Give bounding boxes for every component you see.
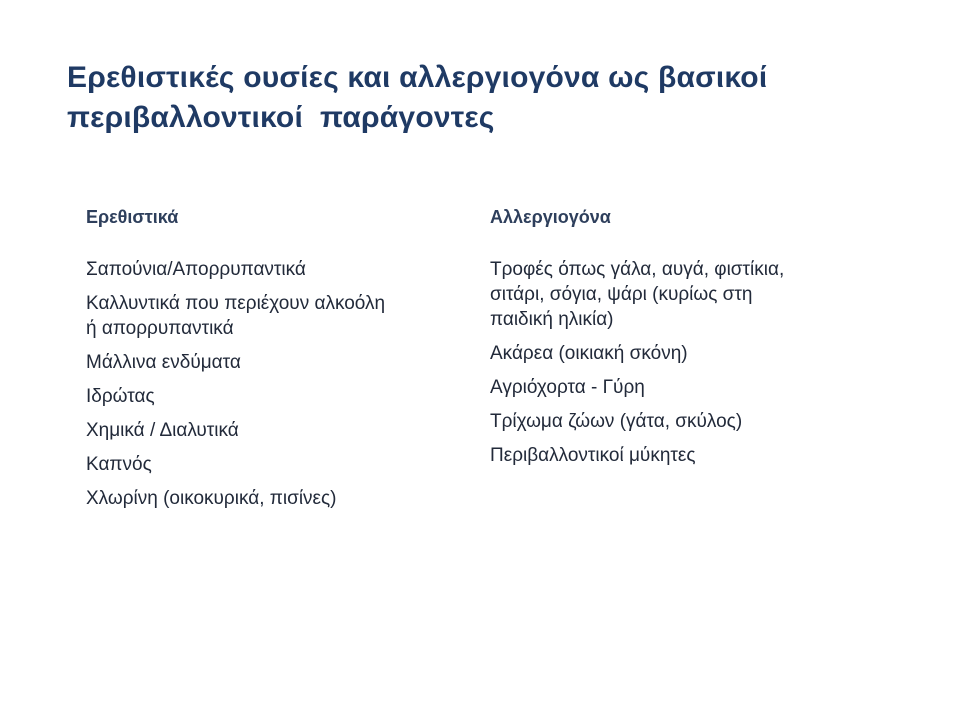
list-item — [86, 350, 476, 375]
list-item — [490, 257, 890, 332]
list-item — [490, 375, 890, 400]
irritants-column — [86, 205, 476, 520]
slide-title — [67, 58, 947, 138]
list-item — [490, 443, 890, 468]
irritants-heading: Ερεθιστικά — [86, 207, 179, 227]
list-item — [490, 409, 890, 434]
list-item-line: Αγριόχορτα - Γύρη — [490, 377, 645, 398]
list-item-line: σιτάρι, σόγια, ψάρι (κυρίως στη — [490, 284, 753, 305]
list-item-line: Τροφές όπως γάλα, αυγά, φιστίκια, — [490, 259, 785, 280]
list-item — [86, 452, 476, 477]
allergens-heading: Αλλεργιογόνα — [490, 207, 611, 227]
list-item-line: Σαπούνια/Απορρυπαντικά — [86, 259, 306, 280]
irritants-list — [86, 257, 476, 511]
list-item-line: Χλωρίνη (οικοκυρικά, πισίνες) — [86, 488, 337, 509]
list-item-line: Ιδρώτας — [86, 386, 155, 407]
list-item-line: Καπνός — [86, 454, 152, 475]
list-item — [86, 257, 476, 282]
list-item-line: Ακάρεα (οικιακή σκόνη) — [490, 343, 688, 364]
slide-title-line-2: περιβαλλοντικοί παράγοντες — [67, 101, 495, 134]
allergens-column — [490, 205, 890, 477]
list-item — [86, 291, 476, 341]
slide-title-line-1: Ερεθιστικές ουσίες και αλλεργιογόνα ως βασικοί — [67, 61, 768, 94]
list-item-line: Περιβαλλοντικοί μύκητες — [490, 445, 696, 466]
allergens-list — [490, 257, 890, 468]
list-item-line: Χημικά / Διαλυτικά — [86, 420, 239, 441]
list-item-line: Καλλυντικά που περιέχουν αλκοόλη — [86, 293, 386, 314]
list-item — [86, 486, 476, 511]
list-item-line: ή απορρυπαντικά — [86, 318, 234, 339]
list-item-line: Μάλλινα ενδύματα — [86, 352, 241, 373]
list-item — [86, 418, 476, 443]
list-item — [490, 341, 890, 366]
list-item — [86, 384, 476, 409]
list-item-line: παιδική ηλικία) — [490, 309, 614, 330]
list-item-line: Τρίχωμα ζώων (γάτα, σκύλος) — [490, 411, 743, 432]
